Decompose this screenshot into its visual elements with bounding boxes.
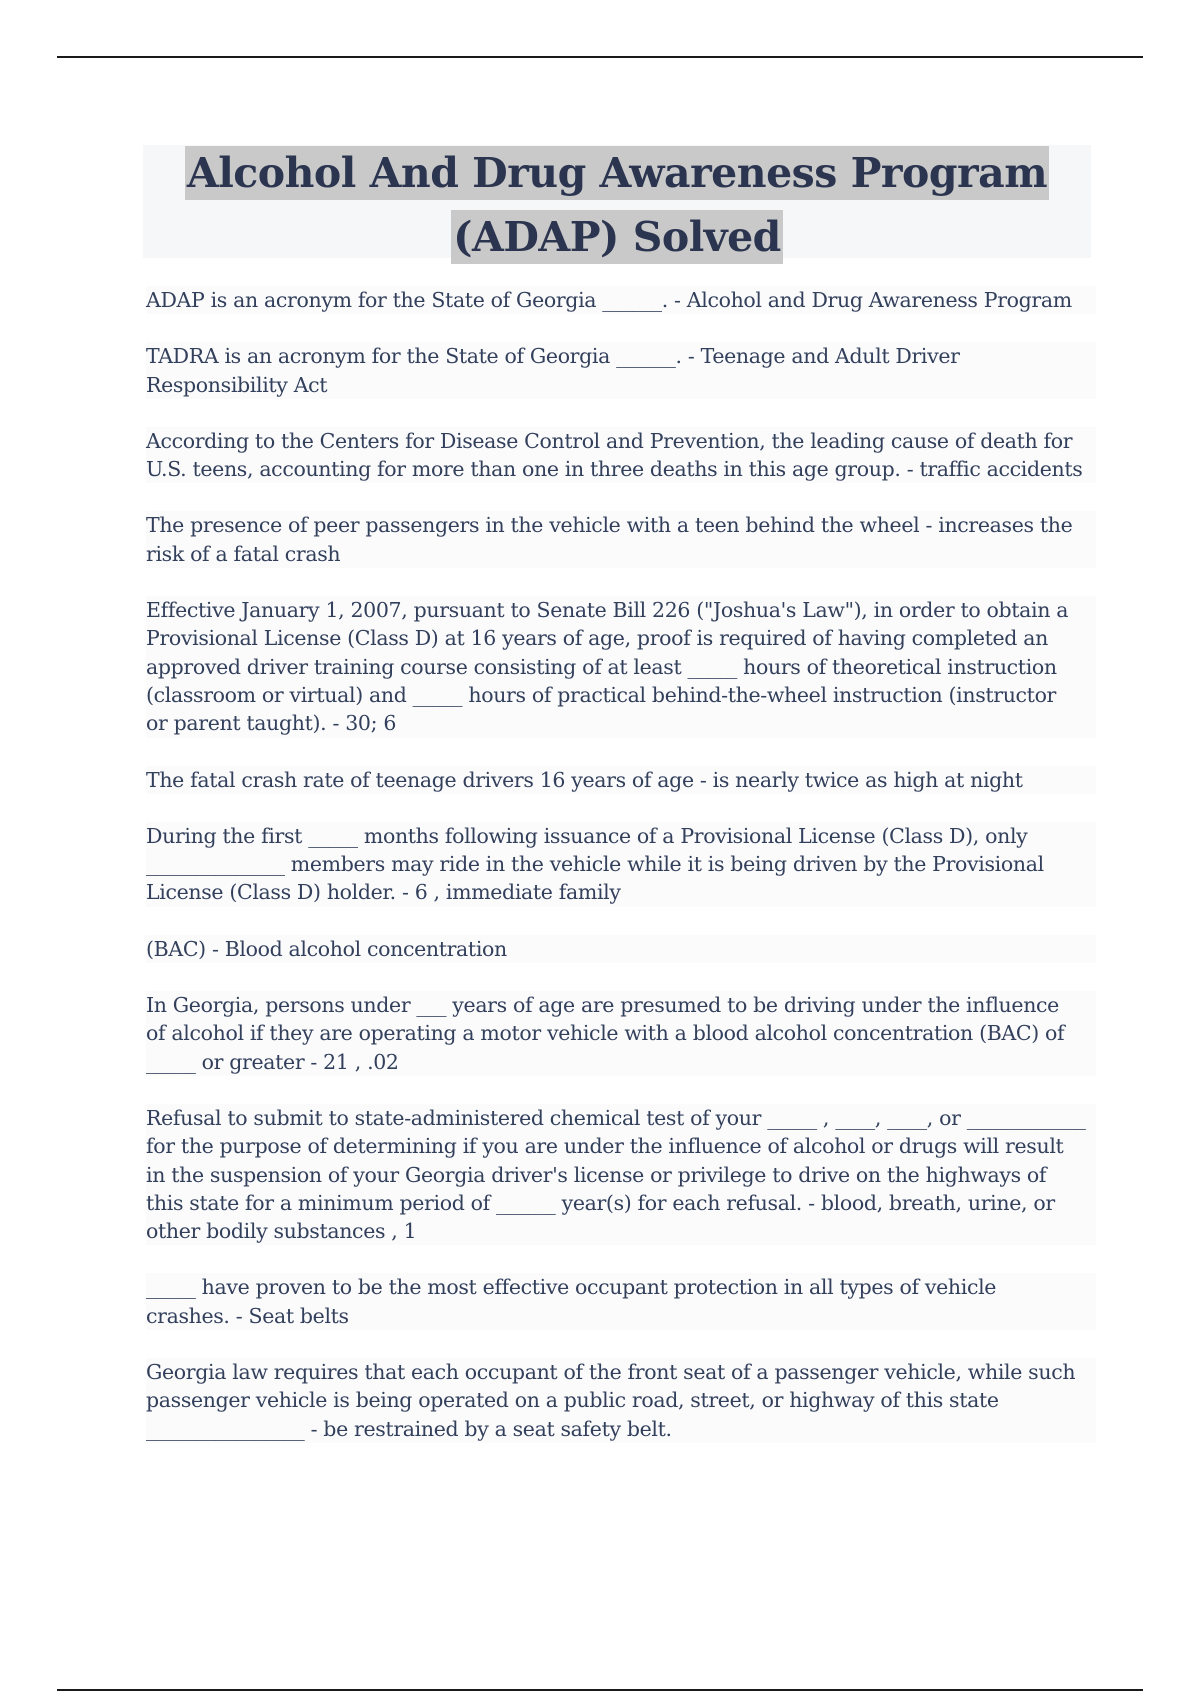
bottom-rule [57, 1689, 1143, 1691]
qa-item-8: (BAC) - Blood alcohol concentration [146, 935, 1096, 963]
qa-item-12: Georgia law requires that each occupant of the front seat of a passenger vehicle, while such passenger vehicle is being operated on a public road, street, or highway of this state ________________ - be restrained by a seat safety belt. [146, 1358, 1096, 1443]
qa-item-5: Effective January 1, 2007, pursuant to Senate Bill 226 ("Joshua's Law"), in order to obtain a Provisional License (Class D) at 16 years of age, proof is required of having completed an approved driver training course consisting of at least _____ hours of theoretical instruction (classroom or virtual) and _____ hours of practical behind-the-wheel instruction (instructor or parent taught). - 30; 6 [146, 596, 1096, 737]
qa-item-7: During the first _____ months following issuance of a Provisional License (Class D), only ______________ members may ride in the vehicle while it is being driven by the Provisional License (Class D) holder. - 6 , immediate family [146, 822, 1096, 907]
qa-item-10: Refusal to submit to state-administered chemical test of your _____ , ____, ____, or ____________ for the purpose of determining if you are under the influence of alcohol or drugs will result in the suspension of your Georgia driver's license or privilege to drive on the highways of this state for a minimum period of ______ year(s) for each refusal. - blood, breath, urine, or other bodily substances , 1 [146, 1104, 1096, 1245]
qa-item-11: _____ have proven to be the most effective occupant protection in all types of vehicle crashes. - Seat belts [146, 1273, 1096, 1330]
title-line-2: (ADAP) Solved [451, 210, 783, 264]
qa-list [146, 286, 1096, 1471]
top-rule [57, 56, 1143, 58]
title-line-1: Alcohol And Drug Awareness Program [185, 146, 1049, 200]
qa-item-6: The fatal crash rate of teenage drivers 16 years of age - is nearly twice as high at night [146, 766, 1096, 794]
page-title [143, 145, 1091, 261]
qa-item-9: In Georgia, persons under ___ years of age are presumed to be driving under the influence of alcohol if they are operating a motor vehicle with a blood alcohol concentration (BAC) of _____ or greater - 21 , .02 [146, 991, 1096, 1076]
qa-item-3: According to the Centers for Disease Control and Prevention, the leading cause of death for U.S. teens, accounting for more than one in three deaths in this age group. - traffic accidents [146, 427, 1096, 484]
qa-item-2: TADRA is an acronym for the State of Georgia ______. - Teenage and Adult Driver Responsibility Act [146, 342, 1096, 399]
qa-item-1: ADAP is an acronym for the State of Georgia ______. - Alcohol and Drug Awareness Program [146, 286, 1096, 314]
qa-item-4: The presence of peer passengers in the vehicle with a teen behind the wheel - increases the risk of a fatal crash [146, 511, 1096, 568]
